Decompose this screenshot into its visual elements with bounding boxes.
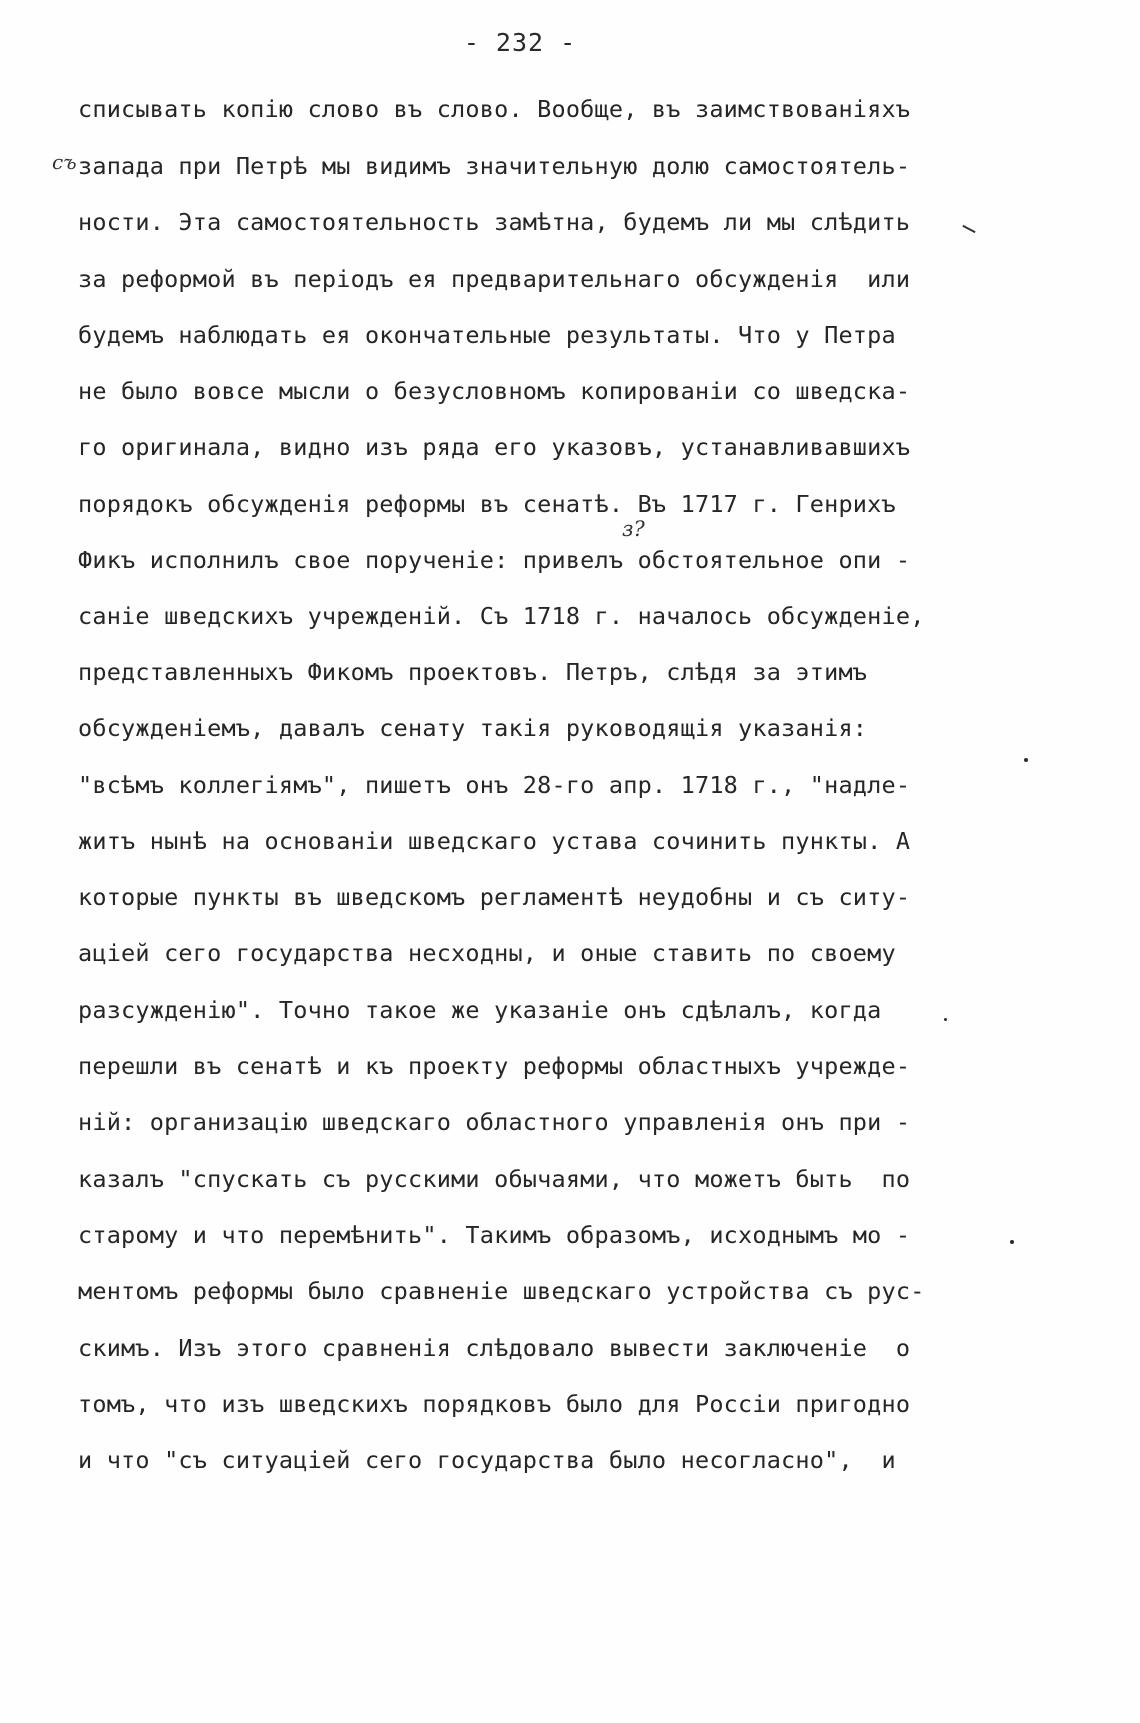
text-line: которые пункты въ шведскомъ регламентѣ неудобны и съ ситу- <box>78 883 911 911</box>
handwritten-note: з? <box>622 517 645 541</box>
text-line: ментомъ реформы было сравненіе шведскаго устройства съ рус- <box>78 1277 925 1305</box>
text-line: го оригинала, видно изъ ряда его указовъ, устанавливавшихъ <box>78 433 911 461</box>
page-number: - 232 - <box>463 28 577 57</box>
text-line: ній: организацію шведскаго областного управленія онъ при - <box>78 1108 911 1136</box>
margin-annotation: съ <box>52 150 77 174</box>
text-line: "всѣмъ коллегіямъ", пишетъ онъ 28-го апр. 1718 г., "надле- <box>78 771 911 799</box>
scan-speck <box>1010 1240 1014 1244</box>
margin-tick-mark <box>962 225 975 233</box>
text-line: представленныхъ Фикомъ проектовъ. Петръ, слѣдя за этимъ <box>78 658 868 686</box>
text-line: и что "съ ситуаціей сего государства было несогласно", и <box>78 1446 896 1474</box>
text-line: перешли въ сенатѣ и къ проекту реформы областныхъ учрежде- <box>78 1052 911 1080</box>
scan-speck <box>1024 758 1028 762</box>
text-line: будемъ наблюдать ея окончательные результаты. Что у Петра <box>78 321 896 349</box>
text-line: запада при Петрѣ мы видимъ значительную долю самостоятель- <box>78 152 911 180</box>
text-line: аціей сего государства несходны, и оные ставить по своему <box>78 939 896 967</box>
text-line: казалъ "спускать съ русскими обычаями, что можетъ быть по <box>78 1165 911 1193</box>
text-line: не было вовсе мысли о безусловномъ копированіи со шведска- <box>78 377 911 405</box>
text-line: Фикъ исполнилъ свое порученіе: привелъ обстоятельное опи - <box>78 546 911 574</box>
text-line: скимъ. Изъ этого сравненія слѣдовало вывести заключеніе о <box>78 1334 911 1362</box>
text-line: ности. Эта самостоятельность замѣтна, будемъ ли мы слѣдить <box>78 208 911 236</box>
text-line: саніе шведскихъ учрежденій. Съ 1718 г. началось обсужденіе, <box>78 602 925 630</box>
text-line: за реформой въ періодъ ея предварительнаго обсужденія или <box>78 265 911 293</box>
text-line: томъ, что изъ шведскихъ порядковъ было для Россіи пригодно <box>78 1390 911 1418</box>
text-line: списывать копію слово въ слово. Вообще, въ заимствованіяхъ <box>78 95 911 123</box>
text-line: порядокъ обсужденія реформы въ сенатѣ. Въ 1717 г. Генрихъ <box>78 490 896 518</box>
text-line: житъ нынѣ на основаніи шведскаго устава сочинить пункты. А <box>78 827 911 855</box>
text-line: разсужденію". Точно такое же указаніе онъ сдѣлалъ, когда <box>78 996 882 1024</box>
text-line: обсужденіемъ, давалъ сенату такія руководящія указанія: <box>78 714 868 742</box>
text-line: старому и что перемѣнить". Такимъ образомъ, исходнымъ мо - <box>78 1221 911 1249</box>
scan-speck <box>944 1018 947 1021</box>
